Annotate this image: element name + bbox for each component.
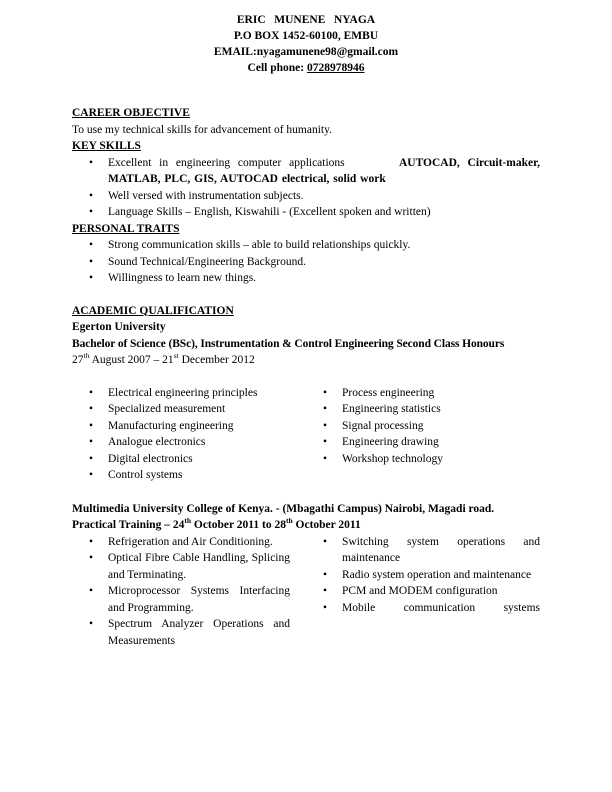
list-item <box>72 418 306 435</box>
bullet-icon: • <box>89 189 94 202</box>
career-objective-text: To use my technical skills for advancement of humanity. <box>72 123 333 136</box>
course-text: Workshop technology <box>342 452 443 465</box>
course-text: Digital electronics <box>108 452 193 465</box>
course-text: Engineering statistics <box>342 403 441 415</box>
courses-columns <box>72 385 540 484</box>
course-text: Specialized measurement <box>108 403 226 415</box>
phone-line <box>72 60 540 76</box>
personal-traits-heading: PERSONAL TRAITS <box>72 222 180 235</box>
training-text: Spectrum Analyzer Operations and Measurements <box>108 618 290 647</box>
training-text: PCM and MODEM configuration <box>342 585 498 597</box>
list-item <box>72 451 306 468</box>
training-columns <box>72 534 540 650</box>
bullet-icon: • <box>89 239 94 251</box>
course-text: Process engineering <box>342 386 435 399</box>
key-skills-heading: KEY SKILLS <box>72 140 141 152</box>
course-text: Signal processing <box>342 419 424 432</box>
skill-text-plain: Excellent in engineering computer applications <box>108 156 345 169</box>
end-rest: December 2012 <box>178 354 255 366</box>
list-item <box>306 401 540 418</box>
training-title <box>72 517 540 534</box>
courses-left-list <box>72 385 306 484</box>
degree-title: Bachelor of Science (BSc), Instrumentation & Control Engineering Second Class Honours <box>72 337 505 350</box>
bullet-icon: • <box>323 452 328 465</box>
applicant-name: ERIC MUNENE NYAGA <box>236 14 376 26</box>
list-item <box>72 583 290 616</box>
bullet-icon: • <box>89 618 94 630</box>
training-sup-2: th <box>285 516 293 526</box>
list-item <box>72 401 306 418</box>
training-institution: Multimedia University College of Kenya. - (Mbagathi Campus) Nairobi, Magadi road. <box>72 502 495 515</box>
training-title-b: October 2011 to 28 <box>191 519 286 531</box>
training-title-c: October 2011 <box>292 519 361 531</box>
courses-right-list <box>306 385 540 484</box>
bullet-icon: • <box>89 419 94 432</box>
bullet-icon: • <box>89 206 94 218</box>
bullet-icon: • <box>89 386 94 399</box>
bullet-icon: • <box>323 386 328 399</box>
bullet-icon: • <box>89 452 94 465</box>
training-text: Mobile communication systems <box>342 601 540 614</box>
course-text: Control systems <box>108 469 183 481</box>
bullet-icon: • <box>89 403 94 415</box>
bullet-icon: • <box>89 255 94 268</box>
trait-text: Willingness to learn new things. <box>108 272 257 284</box>
phone-number: 0728978946 <box>306 62 365 74</box>
training-left-list <box>72 534 306 650</box>
skill-text <box>108 155 540 188</box>
list-item <box>306 418 540 435</box>
list-item <box>72 534 290 551</box>
bullet-icon: • <box>323 601 328 614</box>
list-item <box>72 434 306 451</box>
list-item <box>306 567 540 584</box>
trait-text: Sound Technical/Engineering Background. <box>108 255 306 268</box>
list-item <box>72 616 290 649</box>
bullet-icon: • <box>323 436 328 448</box>
list-item <box>306 385 540 402</box>
contact-header <box>72 12 540 76</box>
list-item <box>306 434 540 451</box>
list-item <box>72 188 540 205</box>
end-suffix: st <box>173 351 179 361</box>
resume-page <box>72 12 540 649</box>
bullet-icon: • <box>89 535 94 548</box>
training-text: Refrigeration and Air Conditioning. <box>108 535 273 548</box>
list-item <box>306 451 540 468</box>
bullet-icon: • <box>89 469 94 481</box>
phone-label: Cell phone: <box>247 62 307 74</box>
bullet-icon: • <box>323 403 328 415</box>
training-text: Radio system operation and maintenance <box>342 568 532 581</box>
bullet-icon: • <box>89 272 94 284</box>
training-title-a: Practical Training – 24 <box>72 519 185 531</box>
skill-text: Language Skills – English, Kiswahili - (Excellent spoken and written) <box>108 206 431 218</box>
training-right-list <box>306 534 540 650</box>
list-item <box>72 237 540 254</box>
academic-heading: ACADEMIC QUALIFICATION <box>72 304 234 317</box>
list-item <box>72 270 540 287</box>
bullet-icon: • <box>89 552 94 564</box>
list-item <box>306 583 540 600</box>
list-item <box>72 204 540 221</box>
bullet-icon: • <box>89 436 94 448</box>
course-text: Manufacturing engineering <box>108 419 234 432</box>
start-suffix: th <box>83 351 90 361</box>
skill-text-bold: AUTOCAD, Circuit-maker, MATLAB, PLC, GIS, AUTOCAD electrical, solid work <box>108 156 541 185</box>
list-item <box>72 155 540 188</box>
course-text: Engineering drawing <box>342 436 439 448</box>
personal-traits-list <box>72 237 540 287</box>
career-objective-heading: CAREER OBJECTIVE <box>72 107 190 119</box>
bullet-icon: • <box>323 568 328 581</box>
bullet-icon: • <box>89 585 94 597</box>
bullet-icon: • <box>323 535 328 548</box>
list-item <box>72 467 306 484</box>
start-rest: August 2007 – 21 <box>89 354 174 366</box>
training-text: Switching system operations and maintenance <box>342 535 540 564</box>
postal-address: P.O BOX 1452-60100, EMBU <box>233 30 379 42</box>
course-text: Electrical engineering principles <box>108 386 258 399</box>
list-item <box>72 254 540 271</box>
email-address: EMAIL:nyagamunene98@gmail.com <box>213 46 399 58</box>
bullet-icon: • <box>89 156 94 169</box>
course-text: Analogue electronics <box>108 436 206 448</box>
list-item <box>72 385 306 402</box>
bullet-icon: • <box>323 585 328 597</box>
training-text: Microprocessor Systems Interfacing and Programming. <box>108 585 290 614</box>
list-item <box>306 534 540 567</box>
start-day: 27 <box>72 354 84 366</box>
trait-text: Strong communication skills – able to build relationships quickly. <box>108 239 411 251</box>
key-skills-list <box>72 155 540 221</box>
list-item <box>306 600 540 617</box>
list-item <box>72 550 290 583</box>
training-sup-1: th <box>184 516 191 526</box>
bullet-icon: • <box>323 419 328 432</box>
training-text: Optical Fibre Cable Handling, Splicing and Terminating. <box>108 552 290 581</box>
study-period <box>72 352 540 369</box>
university-name: Egerton University <box>72 321 166 333</box>
skill-text: Well versed with instrumentation subjects. <box>108 189 304 202</box>
